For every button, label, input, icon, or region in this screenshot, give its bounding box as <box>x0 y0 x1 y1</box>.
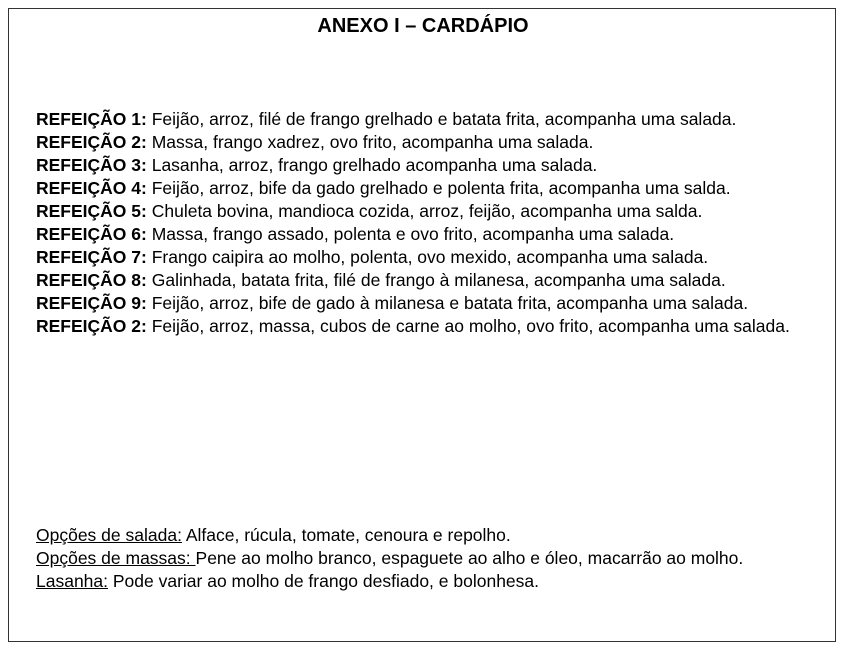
meal-label: REFEIÇÃO 9: <box>36 293 147 313</box>
options-list <box>36 524 804 593</box>
meal-label: REFEIÇÃO 6: <box>36 224 147 244</box>
meal-item <box>36 269 804 292</box>
meal-description: Chuleta bovina, mandioca cozida, arroz, feijão, acompanha uma salda. <box>146 201 703 221</box>
meal-label: REFEIÇÃO 2: <box>36 316 147 336</box>
meal-list <box>36 108 804 338</box>
option-description: Pode variar ao molho de frango desfiado, e bolonhesa. <box>108 571 540 591</box>
meal-description: Feijão, arroz, bife da gado grelhado e polenta frita, acompanha uma salda. <box>146 178 731 198</box>
meal-item <box>36 200 804 223</box>
option-label: Opções de massas: <box>36 548 196 568</box>
meal-description: Massa, frango xadrez, ovo frito, acompanha uma salada. <box>146 132 594 152</box>
meal-label: REFEIÇÃO 3: <box>36 155 147 175</box>
meal-description: Feijão, arroz, bife de gado à milanesa e batata frita, acompanha uma salada. <box>146 293 749 313</box>
option-item <box>36 547 804 570</box>
option-item <box>36 524 804 547</box>
meal-description: Lasanha, arroz, frango grelhado acompanha uma salada. <box>146 155 598 175</box>
option-label: Opções de salada: <box>36 525 182 545</box>
meal-label: REFEIÇÃO 5: <box>36 201 147 221</box>
meal-label: REFEIÇÃO 4: <box>36 178 147 198</box>
meal-label: REFEIÇÃO 2: <box>36 132 147 152</box>
meal-label: REFEIÇÃO 8: <box>36 270 147 290</box>
meal-item <box>36 177 804 200</box>
option-item <box>36 570 804 593</box>
meal-item <box>36 131 804 154</box>
meal-item <box>36 246 804 269</box>
meal-description: Massa, frango assado, polenta e ovo frito, acompanha uma salada. <box>146 224 675 244</box>
document-title: ANEXO I – CARDÁPIO <box>317 15 529 37</box>
option-description: Alface, rúcula, tomate, cenoura e repolho. <box>181 525 511 545</box>
meal-item <box>36 223 804 246</box>
meal-item <box>36 154 804 177</box>
meal-item <box>36 292 804 315</box>
meal-item <box>36 315 804 338</box>
meal-label: REFEIÇÃO 7: <box>36 247 147 267</box>
meal-description: Frango caipira ao molho, polenta, ovo mexido, acompanha uma salada. <box>146 247 709 267</box>
option-description: Pene ao molho branco, espaguete ao alho e óleo, macarrão ao molho. <box>195 548 744 568</box>
meal-description: Feijão, arroz, filé de frango grelhado e batata frita, acompanha uma salada. <box>146 109 737 129</box>
meal-label: REFEIÇÃO 1: <box>36 109 147 129</box>
meal-description: Feijão, arroz, massa, cubos de carne ao molho, ovo frito, acompanha uma salada. <box>146 316 790 336</box>
meal-item <box>36 108 804 131</box>
option-label: Lasanha: <box>36 571 109 591</box>
meal-description: Galinhada, batata frita, filé de frango à milanesa, acompanha uma salada. <box>146 270 726 290</box>
